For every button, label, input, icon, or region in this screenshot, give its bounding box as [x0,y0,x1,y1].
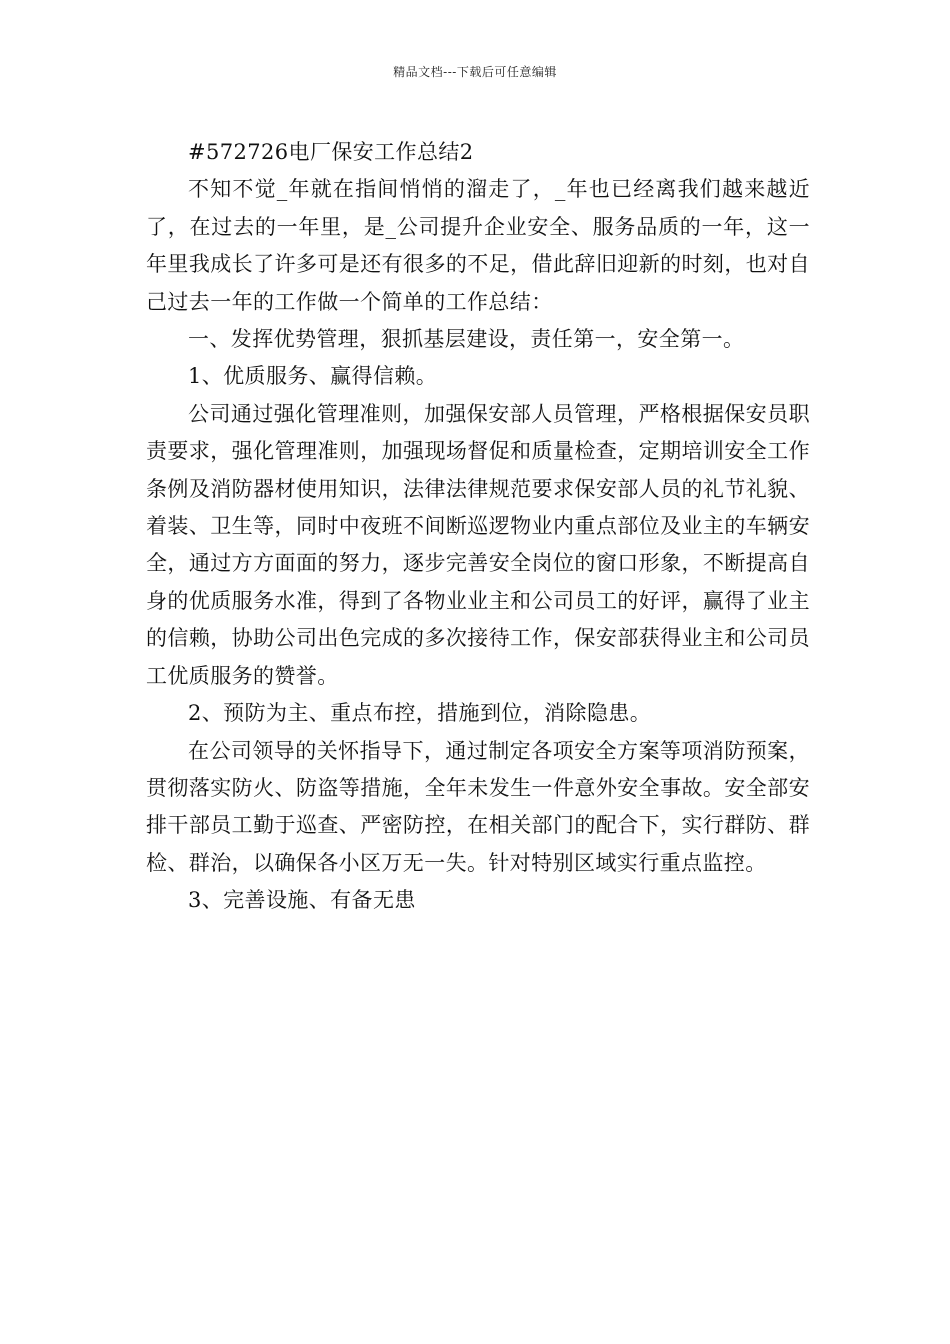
paragraph-service: 公司通过强化管理准则，加强保安部人员管理，严格根据保安员职责要求，强化管理准则，加强现场督促和质量检查，定期培训安全工作条例及消防器材使用知识，法律法律规范要求保安部人员的礼节礼貌、着装、卫生等，同时中夜班不间断巡逻物业内重点部位及业主的车辆安全，通过方方面面的努力，逐步完善安全岗位的窗口形象，不断提高自身的优质服务水准，得到了各物业业主和公司员工的好评，赢得了业主的信赖，协助公司出色完成的多次接待工作，保安部获得业主和公司员工优质服务的赞誉。 [146,401,810,688]
paragraph-intro: 不知不觉_年就在指间悄悄的溜走了，_年也已经离我们越来越近了，在过去的一年里，是_公司提升企业安全、服务品质的一年，这一年里我成长了许多可是还有很多的不足，借此辞旧迎新的时刻，也对自己过去一年的工作做一个简单的工作总结： [146,177,810,314]
document-title: #572726电厂保安工作总结2 [188,140,474,164]
document-body [146,134,810,920]
subheading-1: 1、优质服务、赢得信赖。 [188,364,438,389]
paragraph-prevention: 在公司领导的关怀指导下，通过制定各项安全方案等项消防预案，贯彻落实防火、防盗等措施，全年未发生一件意外安全事故。安全部安排干部员工勤于巡查、严密防控，在相关部门的配合下，实行群防、群检、群治，以确保各小区万无一失。针对特别区域实行重点监控。 [146,738,810,875]
subheading-3: 3、完善设施、有备无患 [188,888,416,913]
page-header: 精品文档---下载后可任意编辑 [393,65,557,79]
section-heading-1: 一、发挥优势管理，狠抓基层建设，责任第一，安全第一。 [188,327,745,352]
subheading-2: 2、预防为主、重点布控，措施到位，消除隐患。 [188,701,652,726]
